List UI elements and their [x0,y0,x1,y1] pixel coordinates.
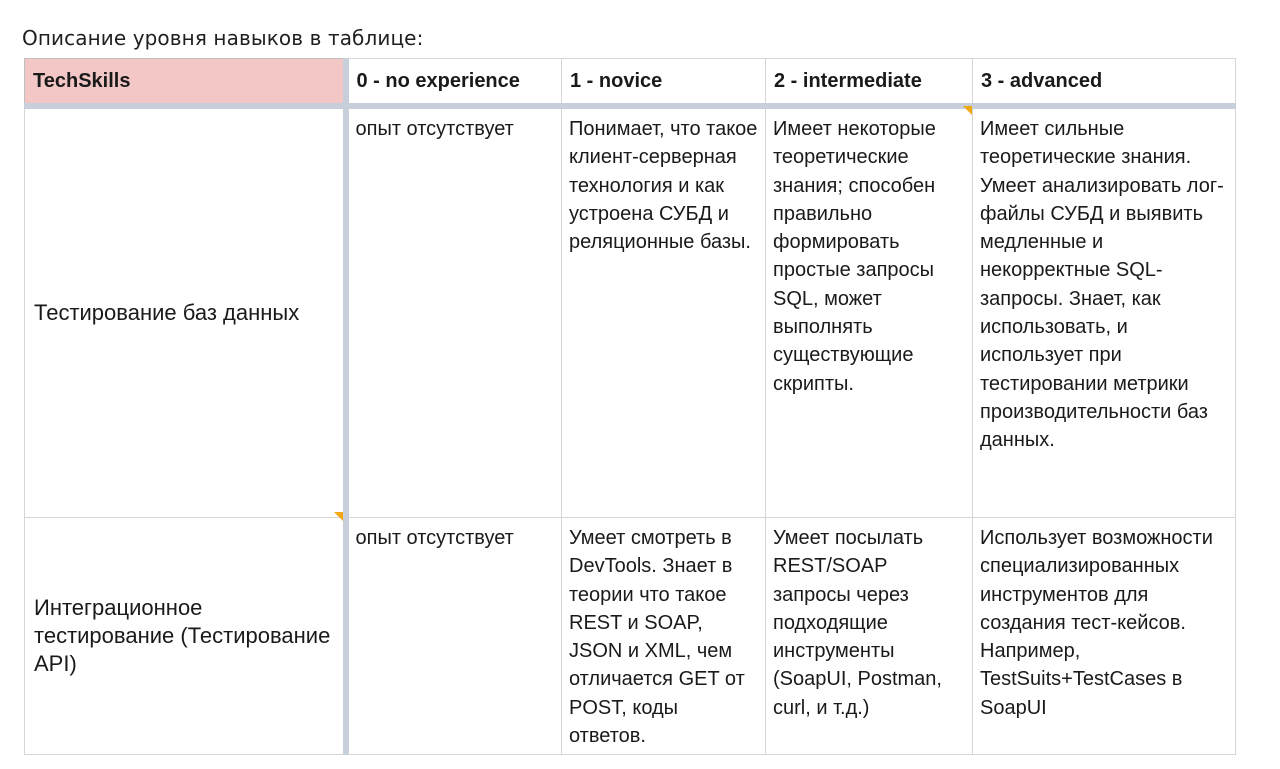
row-header-api-testing-text: Интеграционное тестирование (Тестирование API) [34,595,331,677]
header-cell-level-0[interactable]: 0 - no experience [346,59,562,107]
cell-db-level-2[interactable] [766,106,973,518]
cell-api-level-0[interactable]: опыт отсутствует [346,518,562,755]
comment-indicator-icon[interactable] [963,106,972,115]
cell-api-level-3[interactable]: Использует возможности специализированных инструментов для создания тест-кейсов. Например, TestSuits+TestCases в SoapUI [973,518,1236,755]
table-caption: Описание уровня навыков в таблице: [22,26,424,50]
cell-api-level-1[interactable]: Умеет смотреть в DevTools. Знает в теории что такое REST и SOAP, JSON и XML, чем отличается GET от POST, коды ответов. [562,518,766,755]
cell-db-level-3[interactable]: Имеет сильные теоретические знания. Умеет анализировать лог-файлы СУБД и выявить медленные и некорректные SQL-запросы. Знает, как использовать, и использует при тестировании метрики производительности баз данных. [973,106,1236,518]
header-cell-level-1[interactable]: 1 - novice [562,59,766,107]
header-row [25,59,1236,107]
header-cell-level-2[interactable]: 2 - intermediate [766,59,973,107]
row-header-api-testing[interactable] [25,518,346,755]
cell-db-level-1[interactable]: Понимает, что такое клиент-серверная технология и как устроена СУБД и реляционные базы. [562,106,766,518]
cell-db-level-0[interactable]: опыт отсутствует [346,106,562,518]
table-row [25,518,1236,755]
skills-spreadsheet [24,58,1235,749]
header-cell-level-3[interactable]: 3 - advanced [973,59,1236,107]
table-row [25,106,1236,518]
comment-indicator-icon[interactable] [334,512,343,521]
skills-table [24,58,1236,755]
cell-api-level-2[interactable]: Умеет посылать REST/SOAP запросы через подходящие инструменты (SoapUI, Postman, curl, и т.д.) [766,518,973,755]
row-header-db-testing[interactable]: Тестирование баз данных [25,106,346,518]
header-cell-techskills[interactable]: TechSkills [25,59,346,107]
cell-db-level-2-text: Имеет некоторые теоретические знания; способен правильно формировать простые запросы SQL, может выполнять существующие скрипты. [773,118,936,395]
